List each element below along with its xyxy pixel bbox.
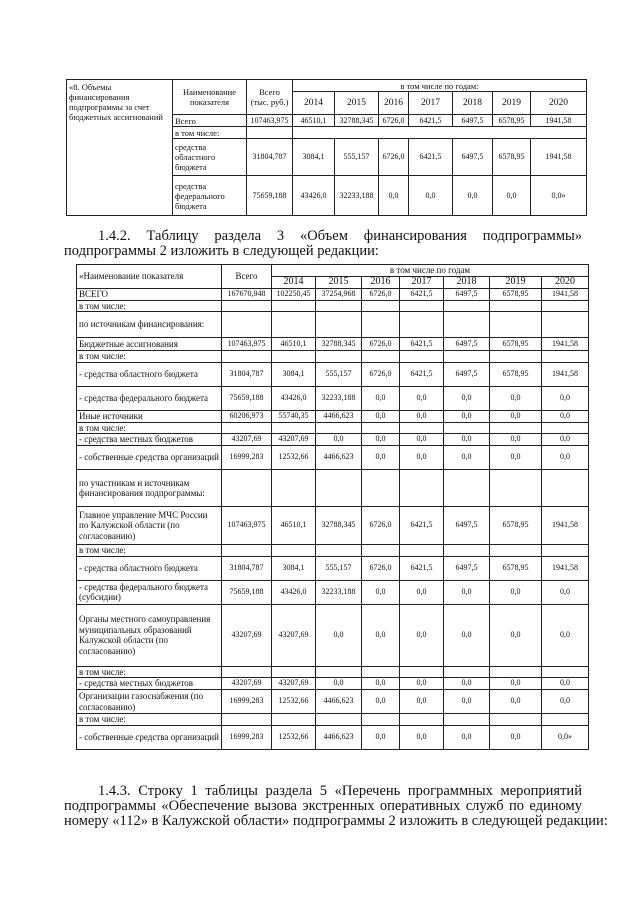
row-value <box>542 545 589 557</box>
row-value: 3084,1 <box>293 139 335 176</box>
row-value: 6578,95 <box>490 362 542 386</box>
row-value: 0,0 <box>362 604 400 666</box>
row-value <box>272 422 316 434</box>
row-name: по участникам и источникам финансирования подпрограммы: <box>77 470 222 507</box>
row-value: 0,0 <box>453 176 493 216</box>
row-name: - средства областного бюджета <box>77 362 222 386</box>
row-value <box>490 666 542 678</box>
row-value: 4466,623 <box>316 690 362 714</box>
row-name: Иные источники <box>77 410 222 422</box>
year-header: 2017 <box>400 277 444 289</box>
row-value: 0,0 <box>490 678 542 690</box>
row-value <box>272 312 316 338</box>
row-value: 0,0 <box>316 678 362 690</box>
row-value <box>444 351 490 363</box>
paragraph-line: 1.4.2. Таблицу раздела 3 «Объем финансирования подпрограммы» <box>98 228 582 244</box>
row-value <box>316 422 362 434</box>
table-row <box>77 312 589 338</box>
row-total: 16999,283 <box>222 446 272 470</box>
row-value: 43426,0 <box>272 580 316 604</box>
row-value <box>400 714 444 726</box>
years-header: в том числе по годам: <box>293 80 587 92</box>
row-value: 555,157 <box>335 139 379 176</box>
row-value: 1941,58 <box>531 139 587 176</box>
row-total <box>222 300 272 312</box>
row-name: - средства местных бюджетов <box>77 434 222 446</box>
row-value <box>272 300 316 312</box>
row-value: 0,0 <box>362 580 400 604</box>
row-value <box>272 714 316 726</box>
table-row <box>77 446 589 470</box>
row-total: 31804,787 <box>222 362 272 386</box>
row-value: 0,0 <box>444 725 490 749</box>
row-value <box>490 351 542 363</box>
row-value: 0,0 <box>316 434 362 446</box>
row-value: 0,0 <box>542 386 589 410</box>
row-value <box>362 422 400 434</box>
row-total <box>222 545 272 557</box>
row-value: 6497,5 <box>444 338 490 351</box>
row-total: 16999,283 <box>222 690 272 714</box>
row-value: 6578,95 <box>490 338 542 351</box>
row-name: ВСЕГО <box>77 289 222 301</box>
row-value <box>542 351 589 363</box>
row-value <box>362 545 400 557</box>
row-value: 0,0» <box>531 176 587 216</box>
row-total: 107463,975 <box>222 507 272 545</box>
year-header: 2018 <box>453 92 493 115</box>
row-value: 0,0 <box>400 604 444 666</box>
row-value <box>490 714 542 726</box>
row-value: 46510,1 <box>293 115 335 127</box>
row-value <box>400 422 444 434</box>
row-value: 32233,188 <box>316 580 362 604</box>
row-value <box>542 300 589 312</box>
row-value: 0,0 <box>362 725 400 749</box>
row-name: - средства федерального бюджета (субсидии) <box>77 580 222 604</box>
row-value: 0,0 <box>444 678 490 690</box>
name-header-cell <box>173 80 247 115</box>
row-value: 0,0 <box>542 604 589 666</box>
row-value: 32788,345 <box>316 507 362 545</box>
section-title-cell <box>67 80 173 216</box>
row-name: - средства областного бюджета <box>77 556 222 580</box>
year-header: 2020 <box>542 277 589 289</box>
row-value: 0,0 <box>444 580 490 604</box>
row-value: 0,0 <box>542 434 589 446</box>
table-row <box>77 545 589 557</box>
row-value: 32788,345 <box>316 338 362 351</box>
row-value: 0,0 <box>444 410 490 422</box>
row-total: 43207,69 <box>222 434 272 446</box>
table-row <box>77 289 589 301</box>
row-value: 0,0 <box>490 386 542 410</box>
row-value: 1941,58 <box>542 507 589 545</box>
year-header: 2020 <box>531 92 587 115</box>
row-value: 32788,345 <box>335 115 379 127</box>
table-body <box>77 289 589 750</box>
row-value: 0,0 <box>493 176 531 216</box>
table-row <box>77 604 589 666</box>
table-row <box>77 422 589 434</box>
row-name: - средства местных бюджетов <box>77 678 222 690</box>
row-value: 0,0» <box>542 725 589 749</box>
row-value <box>362 312 400 338</box>
paragraph-line: 1.4.3. Строку 1 таблицы раздела 5 «Перечень программных мероприятий <box>98 783 582 799</box>
row-value: 6726,0 <box>379 115 409 127</box>
row-value: 6421,5 <box>409 139 453 176</box>
row-name: в том числе: <box>77 666 222 678</box>
row-total <box>222 312 272 338</box>
row-total: 107463,975 <box>247 115 293 127</box>
total-header: Всего (тыс. руб.) <box>250 87 289 107</box>
row-value <box>444 422 490 434</box>
year-header: 2017 <box>409 92 453 115</box>
row-value: 0,0 <box>542 678 589 690</box>
row-value <box>400 470 444 507</box>
row-name: - собственные средства организаций <box>77 725 222 749</box>
row-value <box>542 666 589 678</box>
row-value: 3084,1 <box>272 556 316 580</box>
row-value: 0,0 <box>490 725 542 749</box>
table-row <box>77 351 589 363</box>
year-header: 2014 <box>272 277 316 289</box>
paragraph-line: подпрограммы «Обеспечение вызова экстренных оперативных служб по единому <box>64 798 582 814</box>
row-total: 43207,69 <box>222 604 272 666</box>
row-value: 6726,0 <box>362 556 400 580</box>
row-value: 6726,0 <box>362 338 400 351</box>
row-total <box>222 470 272 507</box>
row-value <box>400 351 444 363</box>
row-value <box>316 714 362 726</box>
row-value: 0,0 <box>400 678 444 690</box>
row-name: в том числе: <box>77 545 222 557</box>
row-value: 0,0 <box>400 690 444 714</box>
year-header: 2015 <box>335 92 379 115</box>
row-value: 6578,95 <box>493 115 531 127</box>
row-value: 43207,69 <box>272 434 316 446</box>
years-header: в том числе по годам <box>272 265 589 277</box>
row-value: 1941,58 <box>542 362 589 386</box>
row-value: 6421,5 <box>400 507 444 545</box>
row-value: 6421,5 <box>400 289 444 301</box>
row-value <box>444 666 490 678</box>
total-header: Всего <box>222 265 272 289</box>
row-value: 6421,5 <box>400 556 444 580</box>
row-value <box>316 666 362 678</box>
row-value <box>362 470 400 507</box>
table-row <box>77 714 589 726</box>
row-name: в том числе: <box>77 351 222 363</box>
row-value <box>272 545 316 557</box>
row-value: 0,0 <box>400 446 444 470</box>
row-value: 6726,0 <box>362 289 400 301</box>
row-value: 43207,69 <box>272 604 316 666</box>
row-value: 46510,1 <box>272 338 316 351</box>
row-value <box>400 312 444 338</box>
year-header: 2019 <box>490 277 542 289</box>
paragraph-1-4-2 <box>64 229 582 259</box>
row-name: Бюджетные ассигнования <box>77 338 222 351</box>
row-value: 0,0 <box>542 446 589 470</box>
row-value: 6578,95 <box>490 556 542 580</box>
row-value: 0,0 <box>490 446 542 470</box>
table-financing-section-8 <box>66 79 587 216</box>
row-value: 6497,5 <box>444 507 490 545</box>
row-value: 0,0 <box>444 446 490 470</box>
row-value <box>490 470 542 507</box>
section-title: «8. Объемы финансирования подпрограммы за счет бюджетных ассигнований <box>69 82 163 122</box>
row-value: 6726,0 <box>379 139 409 176</box>
row-value: 43426,0 <box>272 386 316 410</box>
year-header: 2014 <box>293 92 335 115</box>
row-total: 60206,973 <box>222 410 272 422</box>
row-value <box>444 545 490 557</box>
row-name: средства федерального бюджета <box>173 176 247 216</box>
row-total: 75659,188 <box>222 386 272 410</box>
row-total: 167670,948 <box>222 289 272 301</box>
row-value: 0,0 <box>490 580 542 604</box>
row-value: 6497,5 <box>444 556 490 580</box>
total-header-cell <box>247 80 293 115</box>
row-value: 0,0 <box>400 725 444 749</box>
row-total: 31804,787 <box>247 139 293 176</box>
row-value: 555,157 <box>316 362 362 386</box>
row-name: Организации газоснабжения (по согласованию) <box>77 690 222 714</box>
row-value <box>542 714 589 726</box>
row-total <box>222 714 272 726</box>
row-value: 37254,968 <box>316 289 362 301</box>
row-value <box>316 545 362 557</box>
name-header: «Наименование показателя <box>77 265 222 289</box>
row-value: 102250,45 <box>272 289 316 301</box>
row-value: 3084,1 <box>272 362 316 386</box>
row-value: 0,0 <box>400 410 444 422</box>
row-value <box>272 351 316 363</box>
year-header: 2015 <box>316 277 362 289</box>
row-total: 16999,283 <box>222 725 272 749</box>
row-value: 1941,58 <box>542 338 589 351</box>
row-value: 555,157 <box>316 556 362 580</box>
year-header: 2019 <box>493 92 531 115</box>
row-value: 0,0 <box>490 604 542 666</box>
row-value: 0,0 <box>362 678 400 690</box>
row-value: 0,0 <box>490 434 542 446</box>
row-value: 0,0 <box>444 434 490 446</box>
row-value: 4466,623 <box>316 725 362 749</box>
row-value: 6726,0 <box>362 507 400 545</box>
row-value: 0,0 <box>542 410 589 422</box>
row-value: 0,0 <box>362 434 400 446</box>
row-name: средства областного бюджета <box>173 139 247 176</box>
row-value <box>444 714 490 726</box>
row-value <box>400 666 444 678</box>
row-value: 0,0 <box>400 580 444 604</box>
row-value: 6578,95 <box>490 289 542 301</box>
row-value: 6497,5 <box>444 289 490 301</box>
row-value: 32233,188 <box>335 176 379 216</box>
row-value: 6497,5 <box>453 115 493 127</box>
row-value: 46510,1 <box>272 507 316 545</box>
row-value <box>316 470 362 507</box>
table-row <box>77 678 589 690</box>
row-value <box>444 470 490 507</box>
row-value: 0,0 <box>444 604 490 666</box>
row-value: 0,0 <box>316 604 362 666</box>
row-name: по источникам финансирования: <box>77 312 222 338</box>
row-value: 4466,623 <box>316 410 362 422</box>
row-value <box>490 300 542 312</box>
year-header: 2018 <box>444 277 490 289</box>
row-value: 6497,5 <box>453 139 493 176</box>
row-name: Органы местного самоуправления муниципальных образований Калужской области (по согласованию) <box>77 604 222 666</box>
table-row <box>77 410 589 422</box>
row-value: 0,0 <box>409 176 453 216</box>
row-value <box>444 300 490 312</box>
row-total: 75659,188 <box>247 176 293 216</box>
row-total <box>222 351 272 363</box>
row-value <box>362 351 400 363</box>
row-total <box>222 422 272 434</box>
row-value: 55740,35 <box>272 410 316 422</box>
table-row <box>77 434 589 446</box>
row-value <box>316 312 362 338</box>
row-value <box>444 312 490 338</box>
row-name: Главное управление МЧС России по Калужской области (по согласованию) <box>77 507 222 545</box>
row-value <box>490 312 542 338</box>
table-subprogram-financing <box>76 264 589 750</box>
row-value: 6578,95 <box>490 507 542 545</box>
row-value <box>400 545 444 557</box>
row-value: 6421,5 <box>400 338 444 351</box>
row-value: 6497,5 <box>444 362 490 386</box>
row-value: 0,0 <box>444 690 490 714</box>
year-header: 2016 <box>362 277 400 289</box>
row-value: 0,0 <box>362 410 400 422</box>
row-value: 6421,5 <box>400 362 444 386</box>
row-value <box>490 545 542 557</box>
row-value: 0,0 <box>400 386 444 410</box>
row-value: 0,0 <box>400 434 444 446</box>
row-value: 0,0 <box>362 386 400 410</box>
table-row <box>77 507 589 545</box>
row-value: 0,0 <box>542 580 589 604</box>
table-row <box>77 556 589 580</box>
table-row <box>77 725 589 749</box>
row-value: 4466,623 <box>316 446 362 470</box>
row-value <box>316 300 362 312</box>
table-row <box>77 690 589 714</box>
row-value <box>316 351 362 363</box>
row-value <box>272 666 316 678</box>
row-value: 12532,66 <box>272 690 316 714</box>
row-name: в том числе: <box>173 127 247 139</box>
row-name: в том числе: <box>77 422 222 434</box>
table-row <box>77 338 589 351</box>
name-header: Наименование показателя <box>183 87 236 107</box>
row-value <box>272 470 316 507</box>
row-value: 1941,58 <box>531 115 587 127</box>
table-row <box>77 666 589 678</box>
paragraph-line: номеру «112» в Калужской области» подпрограммы 2 изложить в следующей редакции: <box>64 813 608 829</box>
paragraph-line: подпрограммы 2 изложить в следующей редакции: <box>64 243 379 259</box>
row-total <box>222 666 272 678</box>
row-value: 6726,0 <box>362 362 400 386</box>
table-row <box>77 300 589 312</box>
row-value <box>362 714 400 726</box>
row-value: 0,0 <box>490 410 542 422</box>
row-name: - собственные средства организаций <box>77 446 222 470</box>
row-name: Всего <box>173 115 247 127</box>
row-value: 0,0 <box>362 446 400 470</box>
row-value: 6578,95 <box>493 139 531 176</box>
row-value <box>362 300 400 312</box>
row-value: 0,0 <box>542 690 589 714</box>
row-name: в том числе: <box>77 300 222 312</box>
row-value <box>542 422 589 434</box>
row-total: 31804,787 <box>222 556 272 580</box>
table-row <box>77 386 589 410</box>
row-name: в том числе: <box>77 714 222 726</box>
table-row <box>77 362 589 386</box>
row-value <box>400 300 444 312</box>
row-value <box>542 312 589 338</box>
row-value: 1941,58 <box>542 289 589 301</box>
row-value: 0,0 <box>444 386 490 410</box>
row-value: 32233,188 <box>316 386 362 410</box>
row-value: 0,0 <box>362 690 400 714</box>
table-row <box>77 580 589 604</box>
row-value: 1941,58 <box>542 556 589 580</box>
row-value: 12532,66 <box>272 725 316 749</box>
row-total: 107463,975 <box>222 338 272 351</box>
row-total: 43207,69 <box>222 678 272 690</box>
row-value <box>490 422 542 434</box>
row-value: 43207,69 <box>272 678 316 690</box>
row-name: - средства федерального бюджета <box>77 386 222 410</box>
year-header: 2016 <box>379 92 409 115</box>
paragraph-1-4-3 <box>64 783 608 829</box>
row-value: 0,0 <box>490 690 542 714</box>
row-value: 0,0 <box>379 176 409 216</box>
row-total: 75659,188 <box>222 580 272 604</box>
row-value <box>542 470 589 507</box>
row-value: 12532,66 <box>272 446 316 470</box>
row-value: 43426,0 <box>293 176 335 216</box>
row-value: 6421,5 <box>409 115 453 127</box>
table-row <box>77 470 589 507</box>
row-value <box>362 666 400 678</box>
